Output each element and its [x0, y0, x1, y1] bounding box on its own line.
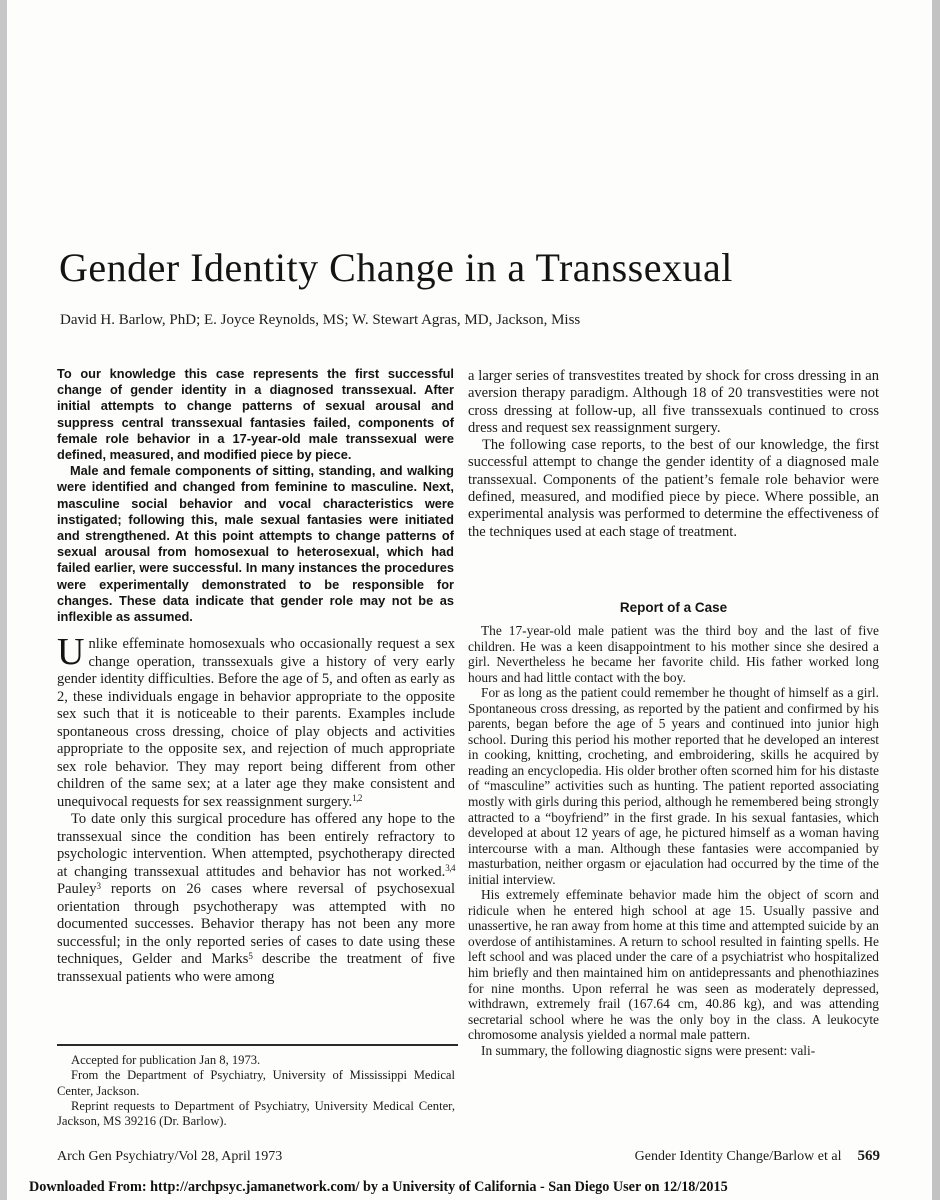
reference-marker: 5 [248, 950, 253, 961]
left-column-body [57, 631, 455, 986]
case-paragraph-3: His extremely effeminate behavior made him the object of scorn and ridicule when he entered high school at age 15. Usually passive and unassertive, he ran away from home at this time and attempted suicide by an overdose of antihistamines. A return to school resulted in fainting spells. He left school and was placed under the care of a psychiatrist who hospitalized him briefly and then maintained him on antidepressants and phenothiazines for nine months. Upon referral he was seen as moderately depressed, withdrawn, extremely frail (167.64 cm, 40.86 kg), and was attending secretarial school where he was the only boy in the class. A leukocyte chromosome analysis yielded a normal male pattern. [468, 887, 879, 1043]
case-paragraph-4: In summary, the following diagnostic signs were present: vali- [481, 1042, 816, 1058]
running-head: Gender Identity Change/Barlow et al [634, 1149, 842, 1164]
abstract [57, 366, 454, 625]
abstract-paragraph-2: Male and female components of sitting, standing, and walking were identified and changed from feminine to masculine. Next, masculine social behavior and vocal characteristics were instigated; following this, male sexual fantasies were initiated and strengthened. At this point attempts to change patterns of sexual arousal from homosexual to heterosexual, which had failed earlier, were successful. In many instances the procedures were experimentally demonstrated to be responsible for changes. These data indicate that gender role may not be as inflexible as assumed. [57, 463, 454, 625]
case-paragraph-1: The 17-year-old male patient was the third boy and the last of five children. He was a keen disappointment to his mother since she desired a girl. Nevertheless he became her favorite child. His father worked long hours and had little contact with the boy. [468, 623, 879, 685]
footer-right-group [635, 1148, 880, 1165]
download-provenance-stamp: Downloaded From: http://archpsyc.jamanetwork.com/ by a University of California - San Diego User on 12/18/2015 [29, 1179, 728, 1195]
intro-paragraph-2-text: To date only this surgical procedure has offered any hope to the transsexual since the condition has been entirely refractory to psychologic intervention. When attempted, psychotherapy directed at changing transsexual attitudes and behavior has not worked. [57, 811, 455, 880]
left-scan-edge-strip [0, 0, 7, 1200]
article-title: Gender Identity Change in a Transsexual [59, 245, 733, 290]
page-number: 569 [857, 1148, 880, 1164]
page-footer [57, 1148, 880, 1165]
footnote-divider-rule [57, 1044, 458, 1046]
footnote-accepted: Accepted for publication Jan 8, 1973. [71, 1053, 261, 1067]
intro-paragraph-1 [57, 631, 455, 811]
footnotes-block [57, 1053, 455, 1129]
footnote-reprints: Reprint requests to Department of Psychiatry, University Medical Center, Jackson, MS 39216 (Dr. Barlow). [57, 1098, 455, 1129]
intro-paragraph-2-text: Pauley [57, 881, 97, 897]
case-report-body [468, 623, 879, 1058]
section-heading-report-of-a-case: Report of a Case [619, 600, 728, 615]
reference-marker: 3 [96, 880, 101, 891]
abstract-paragraph-1: To our knowledge this case represents the first successful change of gender identity in a diagnosed transsexual. After initial attempts to change patterns of sexual arousal and suppress central transsexual fantasies failed, components of female role behavior in a 17-year-old male transsexual were defined, measured, and modified piece by piece. [57, 366, 454, 463]
reference-marker: 3,4 [445, 863, 455, 873]
authors-line: David H. Barlow, PhD; E. Joyce Reynolds, MS; W. Stewart Agras, MD, Jackson, Miss [60, 312, 581, 328]
intro-paragraph-1-text: nlike effeminate homosexuals who occasionally request a sex change operation, transsexuals give a history of very early gender identity difficulties. Before the age of 5, and often as early as 2, these individuals engage in behavior appropriate to the opposite sex such that it is noticeable to their parents. Examples include spontaneous cross dressing, choice of play objects and activities appropriate to the opposite sex, and rejection of much appropriate sex role behavior. They may report being different from other children of the same sex; at a later age they make consistent and unequivocal requests for sex reassignment surgery. [57, 636, 455, 810]
reference-marker: 1,2 [352, 793, 362, 803]
journal-citation: Arch Gen Psychiatry/Vol 28, April 1973 [57, 1149, 283, 1164]
right-scan-edge-strip [932, 0, 940, 1200]
intro-paragraph-2-text: reports on 26 cases where reversal of psychosexual orientation through psychotherapy was attempted with no documented successes. Behavior therapy has not been any more successful; in the only reported series of cases to date using these techniques, Gelder and Marks [57, 881, 455, 967]
intro-paragraph-2 [57, 811, 455, 986]
intro-paragraph-3: The following case reports, to the best of our knowledge, the first successful attempt to change the gender identity of a diagnosed male transsexual. Components of the patient’s female role behavior were defined, measured, and modified piece by piece. Where possible, an experimental analysis was performed to determine the effectiveness of the techniques used at each stage of treatment. [468, 437, 879, 540]
right-column-intro [468, 368, 879, 541]
drop-cap: U [57, 631, 85, 673]
case-paragraph-2: For as long as the patient could remember he thought of himself as a girl. Spontaneous cross dressing, as reported by the patient and confirmed by his parents, began before the age of 5 years and continued into junior high school. During this period his mother reported that he developed an interest in cooking, knitting, crocheting, and embroidering, skills he acquired by reading an encyclopedia. His older brother often scorned him for his distaste of “masculine” activities such as hunting. The patient reported associating mostly with girls during this period, although he remembered being strongly attracted to a “boyfriend” in the first grade. In his sexual fantasies, which developed at about 12 years of age, he pictured himself as a woman having intercourse with a man. Although these fantasies were accompanied by masturbation, neither orgasm or ejaculation had occurred by the time of the initial interview. [468, 685, 879, 887]
continuation-paragraph: a larger series of transvestites treated by shock for cross dressing in an aversion therapy paradigm. Although 18 of 20 transvestities were not cross dressing at follow-up, all five transsexuals continued to cross dress and request sex reassignment surgery. [468, 368, 879, 436]
footnote-affiliation: From the Department of Psychiatry, University of Mississippi Medical Center, Jackson. [57, 1068, 455, 1098]
intro-paragraph-2-text: describe the treatment of five transsexual patients who were among [57, 951, 455, 985]
